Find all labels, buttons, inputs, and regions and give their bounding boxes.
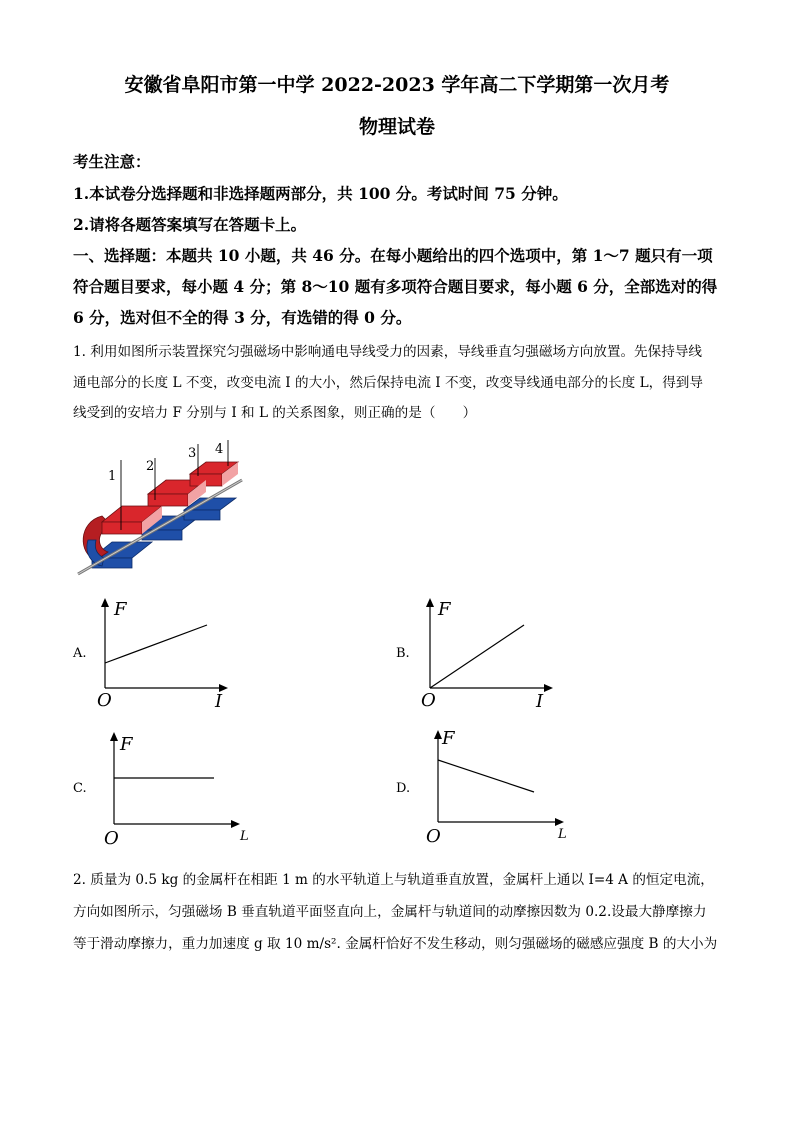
option-b-origin: O: [421, 690, 436, 710]
option-c-x-label: L: [240, 829, 249, 844]
notice-heading: 考生注意：: [73, 152, 151, 171]
option-c-y-label: F: [120, 734, 133, 755]
page-subtitle: 物理试卷: [358, 116, 435, 138]
figure-label-4: 4: [215, 442, 224, 457]
q2-text-line-1: 2. 质量为 0.5 kg 的金属杆在相距 1 m 的水平轨道上与轨道垂直放置，金属杆上通以 I=4 A 的恒定电流，: [73, 872, 714, 888]
q1-text-line-2: 通电部分的长度 L 不变，改变电流 I 的大小，然后保持电流 I 不变，改变导线通电部分的长度 L，得到导: [73, 375, 703, 391]
option-b-y-label: F: [438, 599, 451, 620]
magnet-apparatus-figure: [72, 430, 252, 590]
option-b-letter[interactable]: B.: [396, 646, 410, 661]
notice-item-2: 2.请将各题答案填写在答题卡上。: [73, 215, 307, 234]
option-c-graph[interactable]: [100, 728, 260, 848]
section-instructions-line-2: 符合题目要求，每小题 4 分；第 8～10 题有多项符合题目要求，每小题 6 分，全部选对的得: [73, 277, 718, 296]
q1-text-line-3: 线受到的安培力 F 分别与 I 和 L 的关系图象，则正确的是（ ）: [73, 405, 477, 421]
figure-label-1: 1: [108, 469, 117, 484]
option-d-graph[interactable]: [424, 722, 584, 846]
option-a-x-label: I: [215, 691, 223, 710]
option-d-origin: O: [426, 826, 441, 846]
option-c-letter[interactable]: C.: [73, 781, 87, 796]
option-d-x-label: L: [558, 827, 567, 842]
figure-label-2: 2: [146, 459, 155, 474]
option-b-x-label: I: [536, 691, 544, 710]
option-c-origin: O: [104, 828, 119, 848]
option-a-y-label: F: [114, 599, 127, 620]
q1-text-line-1: 1. 利用如图所示装置探究匀强磁场中影响通电导线受力的因素，导线垂直匀强磁场方向放置。先保持导线: [73, 344, 703, 360]
section-instructions-line-1: 一、选择题：本题共 10 小题，共 46 分。在每小题给出的四个选项中，第 1～7 题只有一项: [73, 246, 713, 265]
option-a-graph[interactable]: [95, 595, 235, 710]
option-a-origin: O: [97, 690, 112, 710]
page-title: 安徽省阜阳市第一中学 2022-2023 学年高二下学期第一次月考: [124, 74, 670, 96]
figure-label-3: 3: [188, 446, 197, 461]
option-b-graph[interactable]: [420, 595, 560, 710]
option-a-letter[interactable]: A.: [73, 646, 87, 661]
option-d-letter[interactable]: D.: [396, 781, 411, 796]
q2-text-line-2: 方向如图所示，匀强磁场 B 垂直轨道平面竖直向上，金属杆与轨道间的动摩擦因数为 0.2.设最大静摩擦力: [73, 904, 707, 920]
section-instructions-line-3: 6 分，选对但不全的得 3 分，有选错的得 0 分。: [73, 308, 412, 327]
option-d-y-label: F: [442, 728, 455, 749]
q2-text-line-3: 等于滑动摩擦力，重力加速度 g 取 10 m/s². 金属杆恰好不发生移动，则匀强磁场的磁感应强度 B 的大小为: [73, 936, 718, 952]
notice-item-1: 1.本试卷分选择题和非选择题两部分，共 100 分。考试时间 75 分钟。: [73, 184, 568, 203]
